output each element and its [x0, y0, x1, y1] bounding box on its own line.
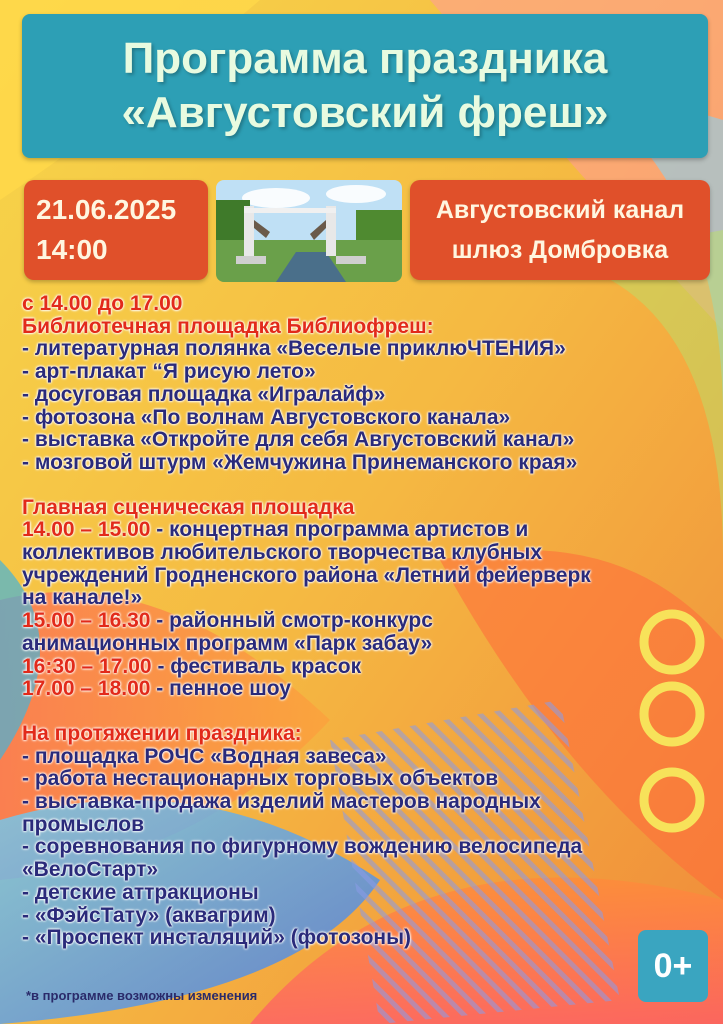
- list-item: «ВелоСтарт»: [22, 858, 159, 882]
- location-box: [410, 180, 710, 280]
- stage-text: коллективов любительского творчества клубных: [22, 541, 543, 565]
- program-content: [22, 293, 662, 950]
- stage-item-3: [22, 656, 662, 679]
- stage-time: 15.00 – 16.30: [22, 609, 151, 633]
- stage-heading: Главная сценическая площадка: [22, 495, 355, 519]
- title-banner: [22, 14, 708, 158]
- list-item: - досуговая площадка «Игралайф»: [22, 382, 386, 406]
- stage-text: - концертная программа артистов и: [150, 518, 529, 542]
- list-item: - выставка «Откройте для себя Августовский канал»: [22, 428, 575, 452]
- during-heading: На протяжении праздника:: [22, 721, 302, 745]
- canal-lock-photo: [216, 180, 402, 282]
- event-date: 21.06.2025: [36, 194, 177, 225]
- stage-time: 16:30 – 17.00: [22, 654, 152, 678]
- stage-time: 17.00 – 18.00: [22, 677, 151, 701]
- list-item: - мозговой штурм «Жемчужина Принеманского края»: [22, 450, 578, 474]
- stage-text: учреждений Гродненского района «Летний фейерверк: [22, 563, 591, 587]
- stage-text: на канале!»: [22, 586, 143, 610]
- list-item: - «ФэйсТату» (аквагрим): [22, 903, 276, 927]
- title-line-2: «Августовский фреш»: [121, 88, 609, 137]
- list-item: - выставка-продажа изделий мастеров народных: [22, 790, 541, 814]
- stage-text: - пенное шоу: [150, 677, 291, 701]
- list-item: - фотозона «По волнам Августовского канала»: [22, 405, 511, 429]
- footnote: *в программе возможны изменения: [26, 988, 258, 1003]
- library-heading: Библиотечная площадка Библиофреш:: [22, 314, 434, 338]
- location-line-2: шлюз Домбровка: [451, 236, 669, 264]
- stage-text: - фестиваль красок: [151, 654, 362, 678]
- stage-text: - районный смотр-конкурс: [150, 609, 433, 633]
- date-time-box: [24, 180, 208, 280]
- stage-item-4: [22, 678, 662, 701]
- stage-text: анимационных программ «Парк забау»: [22, 631, 433, 655]
- library-time: с 14.00 до 17.00: [22, 292, 183, 315]
- list-item: промыслов: [22, 812, 145, 836]
- list-item: - площадка РОЧС «Водная завеса»: [22, 744, 387, 768]
- list-item: - детские аттракционы: [22, 880, 259, 904]
- event-time: 14:00: [36, 234, 108, 265]
- age-rating-badge: 0+: [638, 930, 708, 1002]
- list-item: - арт-плакат “Я рисую лето»: [22, 360, 316, 384]
- stage-item-1: [22, 519, 662, 542]
- list-item: - литературная полянка «Веселые приклюЧТЕНИЯ»: [22, 337, 566, 361]
- title-line-1: Программа праздника: [122, 34, 608, 83]
- stage-item-2: [22, 610, 662, 633]
- list-item: - «Проспект инсталяций» (фотозоны): [22, 926, 412, 950]
- stage-time: 14.00 – 15.00: [22, 518, 151, 542]
- list-item: - соревнования по фигурному вождению велосипеда: [22, 835, 583, 859]
- list-item: - работа нестационарных торговых объектов: [22, 767, 499, 791]
- location-line-1: Августовский канал: [435, 196, 685, 224]
